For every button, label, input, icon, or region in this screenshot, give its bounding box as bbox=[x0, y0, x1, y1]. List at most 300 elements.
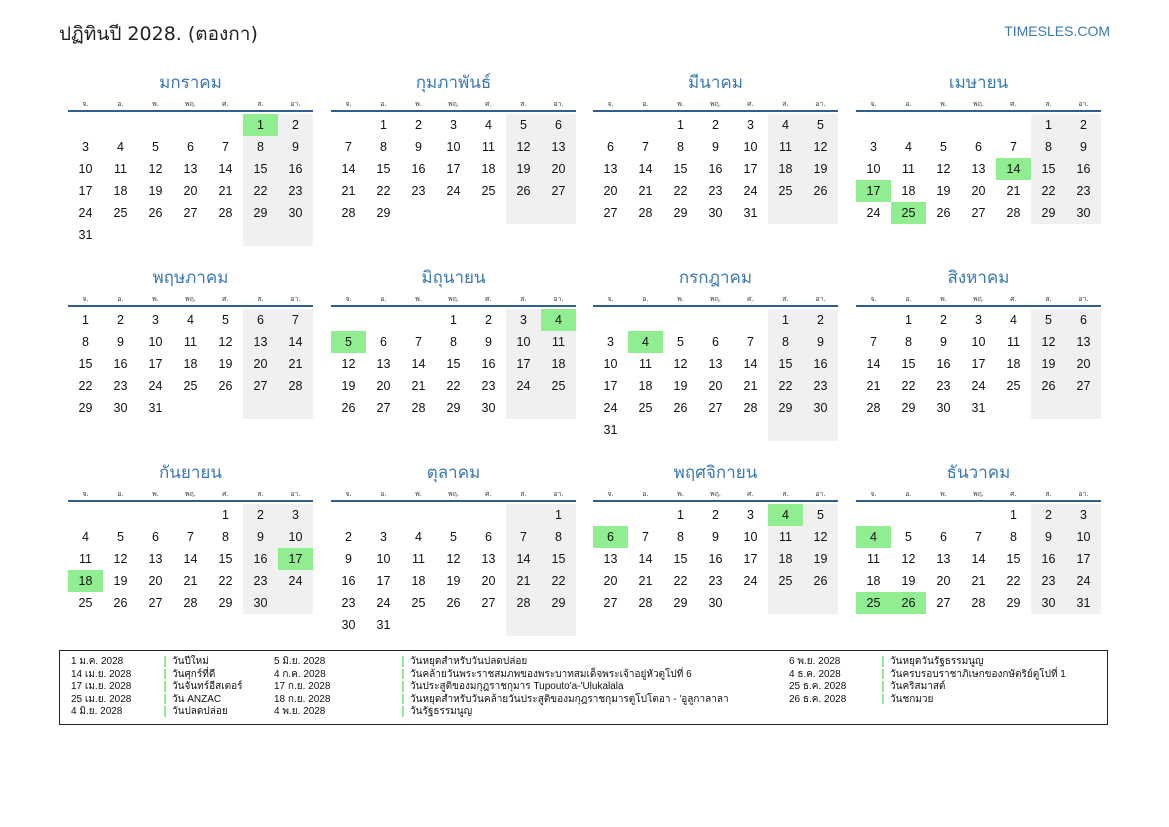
day-cell: 19 bbox=[506, 158, 541, 180]
day-cell: 27 bbox=[971, 206, 986, 220]
weekday-label: ศ. bbox=[222, 295, 229, 303]
day-cell: 12 bbox=[218, 335, 233, 349]
weekday-label: พฤ. bbox=[447, 100, 460, 108]
empty-cell bbox=[173, 224, 208, 246]
day-cell: 22 bbox=[541, 570, 576, 592]
day-cell: 15 bbox=[218, 552, 233, 566]
day-cell: 27 bbox=[936, 596, 951, 610]
day-cell: 19 bbox=[803, 548, 838, 570]
legend-date: 4 พ.ย. 2028 bbox=[274, 706, 326, 718]
empty-cell bbox=[856, 504, 891, 526]
day-cell: 7 bbox=[278, 309, 313, 331]
day-cell: 6 bbox=[485, 530, 492, 544]
weekday-label: พฤ. bbox=[184, 490, 197, 498]
weekday-label: จ. bbox=[607, 295, 614, 303]
day-cell: 2 bbox=[803, 309, 838, 331]
day-cell: 27 bbox=[243, 375, 278, 397]
day-cell: 14 bbox=[278, 331, 313, 353]
day-cell: 8 bbox=[905, 335, 912, 349]
day-cell: 14 bbox=[183, 552, 198, 566]
empty-cell bbox=[471, 504, 506, 526]
weekday-label: จ. bbox=[82, 490, 89, 498]
day-cell: 6 bbox=[712, 335, 719, 349]
month-name: เมษายน bbox=[948, 73, 1009, 93]
legend-holiday-name: วันคริสมาสต์ bbox=[890, 681, 946, 693]
empty-cell bbox=[768, 202, 803, 224]
day-cell: 23 bbox=[936, 379, 951, 393]
day-cell: 15 bbox=[541, 548, 576, 570]
empty-cell bbox=[961, 114, 996, 136]
day-cell: 16 bbox=[481, 357, 496, 371]
empty-cell bbox=[138, 504, 173, 526]
empty-cell bbox=[401, 309, 436, 331]
month-name: มิถุนายน bbox=[421, 268, 486, 288]
day-grid bbox=[331, 309, 576, 419]
day-grid bbox=[331, 114, 576, 224]
day-cell: 16 bbox=[708, 162, 723, 176]
day-cell: 14 bbox=[218, 162, 233, 176]
day-cell: 6 bbox=[380, 335, 387, 349]
day-cell: 20 bbox=[148, 574, 163, 588]
legend-holiday-name: วันชกมวย bbox=[890, 693, 934, 705]
day-cell: 5 bbox=[1031, 309, 1066, 331]
day-cell: 5 bbox=[506, 114, 541, 136]
month-block bbox=[593, 460, 838, 614]
day-cell: 15 bbox=[243, 158, 278, 180]
day-cell: 17 bbox=[743, 552, 758, 566]
holiday-marker bbox=[882, 669, 884, 680]
day-cell: 25 bbox=[481, 184, 496, 198]
empty-cell bbox=[366, 309, 401, 331]
weekday-label: ศ. bbox=[222, 490, 229, 498]
day-cell: 1 bbox=[905, 313, 912, 327]
day-cell: 5 bbox=[677, 335, 684, 349]
weekday-label: พฤ. bbox=[972, 490, 985, 498]
legend-date: 25 ธ.ค. 2028 bbox=[789, 681, 847, 693]
day-cell: 3 bbox=[278, 504, 313, 526]
day-cell: 20 bbox=[936, 574, 951, 588]
empty-cell bbox=[733, 419, 768, 441]
day-cell: 19 bbox=[218, 357, 233, 371]
day-cell: 17 bbox=[278, 548, 313, 570]
day-cell: 11 bbox=[79, 552, 92, 566]
weekday-label: ส. bbox=[257, 295, 264, 303]
day-cell: 31 bbox=[148, 401, 163, 415]
legend-date: 4 มิ.ย. 2028 bbox=[71, 706, 123, 718]
day-cell: 22 bbox=[1031, 180, 1066, 202]
legend-names-1 bbox=[172, 656, 243, 719]
empty-cell bbox=[68, 504, 103, 526]
empty-cell bbox=[926, 504, 961, 526]
day-grid bbox=[331, 504, 576, 636]
day-cell: 11 bbox=[639, 357, 652, 371]
day-cell: 12 bbox=[113, 552, 128, 566]
day-cell: 9 bbox=[243, 526, 278, 548]
day-cell: 19 bbox=[803, 158, 838, 180]
weekday-label: ส. bbox=[782, 490, 789, 498]
day-cell: 2 bbox=[940, 313, 947, 327]
day-cell: 13 bbox=[971, 162, 986, 176]
day-cell: 19 bbox=[446, 574, 461, 588]
day-cell: 17 bbox=[148, 357, 163, 371]
day-cell: 15 bbox=[1031, 158, 1066, 180]
month-block bbox=[331, 265, 576, 419]
day-cell: 17 bbox=[1066, 548, 1101, 570]
day-cell: 8 bbox=[541, 526, 576, 548]
weekday-label: จ. bbox=[607, 100, 614, 108]
day-cell: 12 bbox=[936, 162, 951, 176]
day-cell: 3 bbox=[380, 530, 387, 544]
day-cell: 21 bbox=[183, 574, 198, 588]
day-grid bbox=[856, 504, 1101, 614]
day-cell: 20 bbox=[971, 184, 986, 198]
day-cell: 7 bbox=[345, 140, 352, 154]
empty-cell bbox=[628, 114, 663, 136]
month-name: มีนาคม bbox=[688, 73, 743, 93]
day-cell: 9 bbox=[415, 140, 422, 154]
empty-cell bbox=[366, 504, 401, 526]
day-cell: 28 bbox=[341, 206, 356, 220]
day-cell: 16 bbox=[243, 548, 278, 570]
empty-cell bbox=[331, 504, 366, 526]
weekday-header bbox=[68, 98, 313, 112]
day-cell: 19 bbox=[936, 184, 951, 198]
day-cell: 9 bbox=[117, 335, 124, 349]
day-cell: 26 bbox=[936, 206, 951, 220]
day-grid bbox=[68, 504, 313, 614]
day-cell: 9 bbox=[940, 335, 947, 349]
empty-cell bbox=[331, 114, 366, 136]
day-cell: 22 bbox=[446, 379, 461, 393]
day-cell: 2 bbox=[415, 118, 422, 132]
empty-cell bbox=[401, 202, 436, 224]
day-cell: 4 bbox=[187, 313, 194, 327]
day-cell: 22 bbox=[243, 180, 278, 202]
day-cell: 30 bbox=[1066, 202, 1101, 224]
day-cell: 26 bbox=[506, 180, 541, 202]
day-cell: 6 bbox=[940, 530, 947, 544]
day-cell: 2 bbox=[345, 530, 352, 544]
day-cell: 27 bbox=[603, 596, 618, 610]
day-cell: 30 bbox=[936, 401, 951, 415]
day-cell: 30 bbox=[481, 401, 496, 415]
day-cell: 9 bbox=[803, 331, 838, 353]
legend-date: 17 เม.ย. 2028 bbox=[71, 681, 132, 693]
day-cell: 4 bbox=[768, 114, 803, 136]
day-cell: 24 bbox=[971, 379, 986, 393]
weekday-label: อา. bbox=[553, 490, 564, 498]
weekday-label: อา. bbox=[815, 100, 826, 108]
day-cell: 26 bbox=[341, 401, 356, 415]
day-cell: 1 bbox=[380, 118, 387, 132]
day-cell: 23 bbox=[708, 574, 723, 588]
legend-holiday-name: วันปลดปล่อย bbox=[172, 706, 228, 718]
weekday-label: พ. bbox=[940, 295, 947, 303]
day-cell: 16 bbox=[936, 357, 951, 371]
month-block bbox=[68, 460, 313, 614]
day-cell: 18 bbox=[541, 353, 576, 375]
day-cell: 14 bbox=[506, 548, 541, 570]
day-cell: 18 bbox=[68, 570, 103, 592]
day-cell: 10 bbox=[1066, 526, 1101, 548]
day-cell: 1 bbox=[1010, 508, 1017, 522]
weekday-label: จ. bbox=[82, 100, 89, 108]
day-cell: 6 bbox=[607, 140, 614, 154]
weekday-label: ส. bbox=[1045, 100, 1052, 108]
day-cell: 9 bbox=[278, 136, 313, 158]
weekday-label: พฤ. bbox=[972, 295, 985, 303]
day-cell: 7 bbox=[506, 526, 541, 548]
day-cell: 31 bbox=[78, 228, 93, 242]
day-cell: 3 bbox=[975, 313, 982, 327]
day-cell: 14 bbox=[866, 357, 881, 371]
weekday-label: ส. bbox=[520, 490, 527, 498]
day-cell: 26 bbox=[673, 401, 688, 415]
day-cell: 20 bbox=[603, 574, 618, 588]
empty-cell bbox=[803, 592, 838, 614]
weekday-label: ศ. bbox=[747, 295, 754, 303]
month-block bbox=[856, 460, 1101, 614]
month-block bbox=[68, 265, 313, 419]
day-cell: 25 bbox=[638, 401, 653, 415]
empty-cell bbox=[803, 202, 838, 224]
day-cell: 24 bbox=[743, 184, 758, 198]
legend-date: 25 เม.ย. 2028 bbox=[71, 693, 132, 705]
day-cell: 23 bbox=[411, 184, 426, 198]
weekday-label: อา. bbox=[1078, 100, 1089, 108]
day-cell: 4 bbox=[905, 140, 912, 154]
day-cell: 31 bbox=[376, 618, 391, 632]
empty-cell bbox=[103, 504, 138, 526]
weekday-label: อา. bbox=[815, 490, 826, 498]
day-cell: 25 bbox=[411, 596, 426, 610]
empty-cell bbox=[173, 114, 208, 136]
empty-cell bbox=[926, 114, 961, 136]
day-cell: 4 bbox=[415, 530, 422, 544]
weekday-header bbox=[856, 98, 1101, 112]
day-cell: 14 bbox=[411, 357, 426, 371]
day-cell: 22 bbox=[376, 184, 391, 198]
day-cell: 20 bbox=[243, 353, 278, 375]
month-name: ตุลาคม bbox=[426, 463, 481, 483]
day-cell: 12 bbox=[673, 357, 688, 371]
empty-cell bbox=[506, 397, 541, 419]
empty-cell bbox=[663, 419, 698, 441]
day-cell: 8 bbox=[1031, 136, 1066, 158]
day-cell: 14 bbox=[638, 162, 653, 176]
day-cell: 3 bbox=[506, 309, 541, 331]
day-cell: 27 bbox=[376, 401, 391, 415]
month-block bbox=[331, 70, 576, 224]
day-cell: 15 bbox=[1006, 552, 1021, 566]
day-cell: 13 bbox=[376, 357, 391, 371]
empty-cell bbox=[278, 397, 313, 419]
legend-date: 4 ก.ค. 2028 bbox=[274, 668, 326, 680]
day-cell: 30 bbox=[341, 618, 356, 632]
day-cell: 10 bbox=[603, 357, 618, 371]
weekday-label: อา. bbox=[553, 100, 564, 108]
day-cell: 4 bbox=[82, 530, 89, 544]
day-cell: 11 bbox=[184, 335, 197, 349]
empty-cell bbox=[436, 202, 471, 224]
holiday-marker bbox=[164, 656, 166, 667]
day-cell: 10 bbox=[506, 331, 541, 353]
day-cell: 24 bbox=[506, 375, 541, 397]
empty-cell bbox=[698, 419, 733, 441]
day-cell: 2 bbox=[117, 313, 124, 327]
day-cell: 21 bbox=[743, 379, 758, 393]
day-cell: 4 bbox=[485, 118, 492, 132]
weekday-label: จ. bbox=[345, 100, 352, 108]
weekday-label: อ. bbox=[905, 295, 912, 303]
day-cell: 18 bbox=[113, 184, 128, 198]
day-cell: 11 bbox=[867, 552, 880, 566]
day-cell: 8 bbox=[450, 335, 457, 349]
day-cell: 16 bbox=[278, 158, 313, 180]
day-cell: 9 bbox=[712, 530, 719, 544]
empty-cell bbox=[331, 309, 366, 331]
day-cell: 22 bbox=[218, 574, 233, 588]
day-cell: 29 bbox=[446, 401, 461, 415]
weekday-label: ส. bbox=[257, 490, 264, 498]
day-cell: 28 bbox=[743, 401, 758, 415]
day-cell: 31 bbox=[743, 206, 758, 220]
day-cell: 5 bbox=[331, 331, 366, 353]
empty-cell bbox=[541, 202, 576, 224]
day-cell: 24 bbox=[446, 184, 461, 198]
day-cell: 31 bbox=[603, 423, 618, 437]
day-cell: 6 bbox=[243, 309, 278, 331]
weekday-label: พฤ. bbox=[447, 295, 460, 303]
legend-names-3 bbox=[890, 656, 1066, 706]
day-cell: 26 bbox=[148, 206, 163, 220]
day-cell: 12 bbox=[803, 526, 838, 548]
weekday-label: จ. bbox=[345, 295, 352, 303]
month-name: มกราคม bbox=[159, 73, 222, 93]
day-cell: 23 bbox=[481, 379, 496, 393]
day-cell: 2 bbox=[278, 114, 313, 136]
day-cell: 12 bbox=[1031, 331, 1066, 353]
day-cell: 8 bbox=[222, 530, 229, 544]
day-cell: 18 bbox=[481, 162, 496, 176]
day-cell: 30 bbox=[243, 592, 278, 614]
day-cell: 23 bbox=[278, 180, 313, 202]
weekday-label: อา. bbox=[815, 295, 826, 303]
day-cell: 29 bbox=[901, 401, 916, 415]
weekday-label: ส. bbox=[520, 295, 527, 303]
day-cell: 6 bbox=[975, 140, 982, 154]
weekday-label: อ. bbox=[117, 490, 124, 498]
day-cell: 3 bbox=[1066, 504, 1101, 526]
legend-holiday-name: วันรัฐธรรมนูญ bbox=[410, 706, 473, 718]
month-name: กุมภาพันธ์ bbox=[415, 73, 492, 93]
empty-cell bbox=[506, 614, 541, 636]
day-cell: 3 bbox=[747, 508, 754, 522]
day-cell: 27 bbox=[148, 596, 163, 610]
empty-cell bbox=[208, 397, 243, 419]
day-cell: 15 bbox=[673, 162, 688, 176]
day-cell: 11 bbox=[114, 162, 127, 176]
month-name: พฤศจิกายน bbox=[673, 463, 758, 483]
month-name: ธันวาคม bbox=[946, 463, 1011, 483]
day-cell: 17 bbox=[376, 574, 391, 588]
day-cell: 23 bbox=[243, 570, 278, 592]
day-cell: 29 bbox=[673, 596, 688, 610]
day-cell: 23 bbox=[708, 184, 723, 198]
day-cell: 15 bbox=[78, 357, 93, 371]
day-cell: 28 bbox=[506, 592, 541, 614]
day-cell: 24 bbox=[866, 206, 881, 220]
month-name: กันยายน bbox=[158, 463, 222, 483]
day-cell: 11 bbox=[768, 526, 803, 548]
weekday-label: ส. bbox=[782, 295, 789, 303]
empty-cell bbox=[996, 114, 1031, 136]
month-block bbox=[68, 70, 313, 246]
day-cell: 21 bbox=[341, 184, 356, 198]
empty-cell bbox=[698, 309, 733, 331]
day-cell: 8 bbox=[677, 530, 684, 544]
day-cell: 19 bbox=[673, 379, 688, 393]
day-cell: 21 bbox=[971, 574, 986, 588]
day-cell: 7 bbox=[222, 140, 229, 154]
day-cell: 21 bbox=[278, 353, 313, 375]
empty-cell bbox=[663, 309, 698, 331]
site-link[interactable]: TIMESLES.COM bbox=[1004, 23, 1110, 39]
day-cell: 17 bbox=[78, 184, 93, 198]
day-cell: 3 bbox=[870, 140, 877, 154]
weekday-header bbox=[68, 293, 313, 307]
day-cell: 22 bbox=[901, 379, 916, 393]
weekday-label: พ. bbox=[677, 490, 684, 498]
day-cell: 26 bbox=[803, 180, 838, 202]
day-cell: 22 bbox=[673, 184, 688, 198]
empty-cell bbox=[68, 114, 103, 136]
holiday-marker bbox=[882, 694, 884, 705]
day-cell: 27 bbox=[708, 401, 723, 415]
weekday-label: พฤ. bbox=[709, 490, 722, 498]
day-cell: 29 bbox=[673, 206, 688, 220]
holiday-marker bbox=[882, 681, 884, 692]
holiday-marker bbox=[402, 694, 404, 705]
day-cell: 8 bbox=[380, 140, 387, 154]
day-cell: 12 bbox=[803, 136, 838, 158]
legend-holiday-name: วันหยุดสำหรับวันคล้ายวันประสูติของมกุฎราชกุมารตูโปโตอา - 'อูลูกาลาลา bbox=[410, 693, 729, 705]
weekday-label: พ. bbox=[415, 295, 422, 303]
day-cell: 18 bbox=[183, 357, 198, 371]
day-cell: 29 bbox=[768, 397, 803, 419]
empty-cell bbox=[856, 309, 891, 331]
weekday-label: พ. bbox=[415, 100, 422, 108]
day-cell: 23 bbox=[1066, 180, 1101, 202]
day-cell: 19 bbox=[1031, 353, 1066, 375]
day-cell: 18 bbox=[411, 574, 426, 588]
day-cell: 1 bbox=[677, 508, 684, 522]
empty-cell bbox=[961, 504, 996, 526]
weekday-label: อ. bbox=[117, 100, 124, 108]
weekday-label: ศ. bbox=[747, 100, 754, 108]
empty-cell bbox=[436, 614, 471, 636]
legend-dates-1 bbox=[71, 656, 131, 719]
day-cell: 29 bbox=[218, 596, 233, 610]
weekday-label: อ. bbox=[117, 295, 124, 303]
day-cell: 16 bbox=[803, 353, 838, 375]
day-cell: 31 bbox=[971, 401, 986, 415]
day-cell: 25 bbox=[1006, 379, 1021, 393]
legend-date: 17 ก.ย. 2028 bbox=[274, 681, 331, 693]
day-cell: 15 bbox=[673, 552, 688, 566]
legend-holiday-name: วันครบรอบราชาภิเษกของกษัตริย์ตูโปที่ 1 bbox=[890, 668, 1066, 680]
day-cell: 10 bbox=[148, 335, 163, 349]
